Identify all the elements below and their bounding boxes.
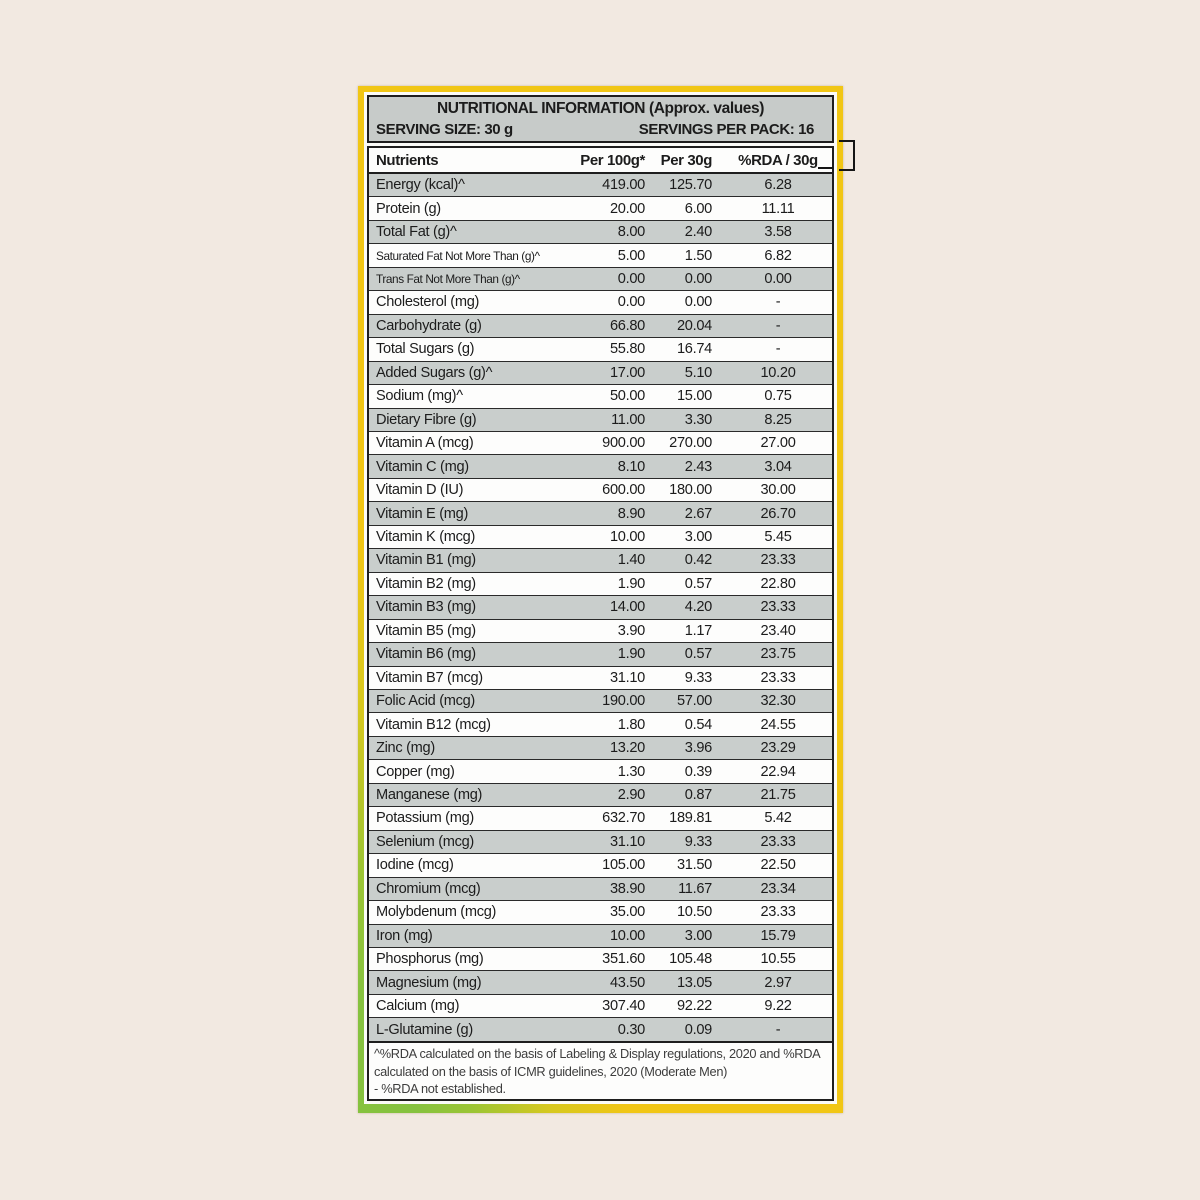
cell-nutrient: Vitamin B1 (mg): [376, 552, 476, 569]
cell-rda: 6.82: [764, 247, 792, 264]
serving-row: [369, 119, 832, 140]
cell-per-100g: 11.00: [611, 411, 645, 428]
cell-per-30g: 20.04: [676, 317, 712, 334]
cell-rda: 23.33: [760, 833, 796, 850]
cell-rda: 23.40: [760, 622, 796, 639]
table-row: [369, 431, 832, 454]
cell-per-100g: 0.00: [617, 271, 645, 288]
cell-per-30g: 3.30: [684, 411, 712, 428]
cell-nutrient: Iodine (mcg): [376, 857, 454, 874]
cell-per-30g: 2.67: [684, 505, 712, 522]
table-row: [369, 290, 832, 313]
cell-rda: 10.55: [760, 951, 796, 968]
table-row: [369, 454, 832, 477]
cell-per-100g: 1.40: [617, 552, 645, 569]
cell-per-100g: 190.00: [602, 693, 645, 710]
cell-per-100g: 31.10: [609, 833, 645, 850]
table-row: [369, 994, 832, 1017]
cell-nutrient: Vitamin K (mcg): [376, 529, 476, 546]
cell-rda: 23.33: [760, 552, 796, 569]
cell-per-30g: 3.00: [684, 529, 712, 546]
cell-per-30g: 9.33: [684, 669, 712, 686]
table-row: [369, 853, 832, 876]
cell-per-100g: 1.90: [617, 575, 645, 592]
table-row: [369, 337, 832, 360]
cell-nutrient: Total Fat (g)^: [376, 224, 457, 241]
cell-per-100g: 307.40: [602, 998, 645, 1015]
nutrition-label: [358, 86, 843, 1113]
cell-nutrient: Manganese (mg): [376, 787, 483, 803]
cell-per-30g: 0.09: [684, 1021, 712, 1038]
cell-per-30g: 0.57: [684, 646, 712, 663]
cell-nutrient: Total Sugars (g): [376, 341, 475, 358]
table-row: [369, 900, 832, 923]
table-row: [369, 572, 832, 595]
table-row: [369, 220, 832, 243]
cell-rda: 2.97: [764, 974, 792, 991]
cell-per-100g: 14.00: [609, 599, 645, 616]
column-header-per-30g: Per 30g: [660, 151, 712, 169]
label-header-block: [367, 95, 834, 143]
cell-rda: 22.94: [760, 763, 796, 780]
cell-rda: 27.00: [760, 435, 796, 452]
cell-rda: 3.58: [764, 224, 792, 241]
cell-rda: 8.25: [764, 411, 792, 428]
cell-per-30g: 9.33: [684, 833, 712, 850]
cell-nutrient: Vitamin A (mcg): [376, 435, 474, 452]
cell-per-100g: 1.30: [617, 763, 645, 780]
cell-per-100g: 1.90: [617, 646, 645, 663]
table-row: [369, 924, 832, 947]
cell-per-30g: 1.50: [684, 247, 712, 264]
column-header-per-100g: Per 100g*: [580, 151, 645, 169]
cell-nutrient: Potassium (mg): [376, 810, 474, 827]
cell-per-30g: 1.17: [684, 622, 712, 639]
cell-per-100g: 13.20: [609, 740, 645, 757]
table-row: [369, 783, 832, 806]
cell-per-100g: 419.00: [602, 177, 645, 194]
servings-per-pack-text: SERVINGS PER PACK: 16: [638, 121, 814, 138]
cell-per-100g: 0.30: [617, 1021, 645, 1038]
cell-rda: 23.75: [760, 646, 796, 663]
nutrition-title: NUTRITIONAL INFORMATION (Approx. values): [436, 100, 764, 117]
nutrition-table: [367, 146, 834, 1101]
table-row: [369, 174, 832, 196]
cell-per-100g: 17.00: [609, 364, 645, 381]
cell-per-30g: 0.39: [684, 763, 712, 780]
table-column-header: [369, 148, 832, 174]
cell-rda: 30.00: [760, 482, 796, 499]
cell-per-30g: 0.00: [684, 271, 712, 288]
footnote-line: - %RDA not established.: [374, 1081, 506, 1096]
cell-nutrient: Sodium (mg)^: [376, 388, 463, 405]
cell-per-30g: 92.22: [676, 998, 712, 1015]
cell-per-100g: 2.90: [617, 787, 645, 803]
cell-per-30g: 11.67: [678, 880, 712, 897]
cell-rda: -: [775, 341, 781, 358]
table-row: [369, 314, 832, 337]
cell-nutrient: Energy (kcal)^: [376, 177, 465, 194]
cell-per-30g: 2.43: [684, 458, 712, 475]
cell-per-30g: 5.10: [684, 364, 712, 381]
cell-per-30g: 57.00: [676, 693, 712, 710]
footnote-line: ^%RDA calculated on the basis of Labeling & Display regulations, 2020 and %RDA: [374, 1046, 821, 1061]
table-row: [369, 712, 832, 735]
cell-per-30g: 2.40: [684, 224, 712, 241]
cell-nutrient: Molybdenum (mcg): [376, 904, 497, 921]
rda-underline-mark: [818, 167, 833, 170]
cell-per-30g: 3.96: [684, 740, 712, 757]
column-header-nutrients: Nutrients: [376, 151, 439, 169]
cell-per-100g: 43.50: [609, 974, 645, 991]
column-header-rda: %RDA / 30g: [738, 151, 818, 169]
cell-rda: 0.75: [764, 388, 792, 405]
cell-per-30g: 16.74: [676, 341, 712, 358]
cell-nutrient: Phosphorus (mg): [376, 951, 484, 968]
cell-per-30g: 0.00: [684, 294, 712, 311]
table-row: [369, 384, 832, 407]
table-row: [369, 689, 832, 712]
cell-rda: 23.29: [760, 740, 796, 757]
table-row: [369, 806, 832, 829]
cell-per-100g: 38.90: [609, 880, 645, 897]
cell-nutrient: Protein (g): [376, 200, 441, 217]
table-row: [369, 478, 832, 501]
table-row: [369, 595, 832, 618]
cell-per-30g: 0.87: [684, 787, 712, 803]
cell-rda: 22.80: [760, 575, 796, 592]
cell-nutrient: Added Sugars (g)^: [376, 364, 493, 381]
cell-per-100g: 50.00: [609, 388, 645, 405]
cell-nutrient: Saturated Fat Not More Than (g)^: [376, 248, 540, 263]
cell-per-100g: 8.10: [617, 458, 645, 475]
cell-nutrient: Vitamin B2 (mg): [376, 575, 476, 592]
cell-rda: 0.00: [764, 271, 792, 288]
cell-nutrient: Dietary Fibre (g): [376, 411, 477, 428]
cell-rda: 6.28: [764, 177, 792, 194]
table-row: [369, 619, 832, 642]
cell-per-100g: 35.00: [609, 904, 645, 921]
cell-rda: -: [775, 317, 781, 334]
cell-rda: 10.20: [760, 364, 796, 381]
cell-rda: 9.22: [764, 998, 792, 1015]
table-row: [369, 196, 832, 219]
cell-rda: 26.70: [760, 505, 796, 522]
cell-rda: 15.79: [760, 927, 796, 944]
cell-per-30g: 189.81: [669, 810, 712, 827]
cell-rda: 5.42: [764, 810, 792, 827]
table-row: [369, 642, 832, 665]
table-row: [369, 877, 832, 900]
cell-per-100g: 3.90: [617, 622, 645, 639]
cell-per-30g: 0.54: [684, 716, 712, 733]
cell-nutrient: Vitamin E (mg): [376, 505, 469, 522]
table-row: [369, 525, 832, 548]
cell-nutrient: Zinc (mg): [376, 740, 435, 757]
cell-rda: 24.55: [760, 716, 796, 733]
table-row: [369, 830, 832, 853]
cell-nutrient: Iron (mg): [376, 927, 433, 944]
table-row: [369, 548, 832, 571]
cell-nutrient: Vitamin B5 (mg): [376, 622, 476, 639]
cell-rda: -: [775, 294, 781, 311]
cell-per-100g: 55.80: [609, 341, 645, 358]
cell-per-100g: 8.00: [617, 224, 645, 241]
cell-per-100g: 8.90: [617, 505, 645, 522]
table-row: [369, 267, 832, 290]
cell-rda: 23.33: [760, 599, 796, 616]
cell-nutrient: Selenium (mcg): [376, 833, 474, 850]
cell-rda: 23.33: [760, 904, 796, 921]
table-row: [369, 759, 832, 782]
cell-per-100g: 1.80: [617, 716, 645, 733]
cell-per-30g: 270.00: [669, 435, 712, 452]
table-row: [369, 501, 832, 524]
cell-rda: 32.30: [760, 693, 796, 710]
table-row: [369, 408, 832, 431]
cell-per-30g: 0.57: [684, 575, 712, 592]
cell-per-30g: 10.50: [676, 904, 712, 921]
cell-nutrient: Vitamin B7 (mcg): [376, 669, 483, 686]
cell-nutrient: Vitamin B6 (mg): [376, 646, 476, 663]
cell-rda: -: [775, 1021, 781, 1038]
cell-nutrient: Folic Acid (mcg): [376, 693, 475, 710]
cell-per-100g: 66.80: [609, 317, 645, 334]
table-row: [369, 1017, 832, 1040]
cell-nutrient: Cholesterol (mg): [376, 294, 480, 311]
cell-rda: 3.04: [764, 458, 792, 475]
cell-nutrient: Vitamin D (IU): [376, 482, 464, 499]
cell-per-100g: 5.00: [617, 247, 645, 264]
cell-per-100g: 351.60: [602, 951, 645, 968]
cell-rda: 11.11: [761, 200, 795, 217]
header-tab-mark: [839, 140, 855, 171]
cell-nutrient: Chromium (mcg): [376, 880, 481, 897]
cell-rda: 23.33: [760, 669, 796, 686]
cell-nutrient: Trans Fat Not More Than (g)^: [376, 272, 520, 287]
cell-rda: 23.34: [760, 880, 796, 897]
cell-nutrient: Calcium (mg): [376, 998, 460, 1015]
table-row: [369, 361, 832, 384]
table-row: [369, 947, 832, 970]
cell-rda: 21.75: [760, 787, 796, 803]
cell-per-100g: 10.00: [609, 927, 645, 944]
footnote-line: calculated on the basis of ICMR guidelines, 2020 (Moderate Men): [374, 1063, 728, 1079]
cell-nutrient: Vitamin B3 (mg): [376, 599, 476, 616]
cell-per-30g: 6.00: [684, 200, 712, 217]
cell-per-100g: 632.70: [602, 810, 645, 827]
table-row: [369, 736, 832, 759]
footnote-block: [369, 1041, 832, 1099]
cell-per-30g: 125.70: [669, 177, 712, 194]
cell-per-100g: 0.00: [617, 294, 645, 311]
cell-per-100g: 105.00: [602, 857, 645, 874]
cell-per-100g: 20.00: [609, 200, 645, 217]
cell-nutrient: Vitamin C (mg): [376, 458, 469, 475]
table-row: [369, 970, 832, 993]
cell-nutrient: Vitamin B12 (mcg): [376, 716, 491, 733]
cell-rda: 5.45: [764, 529, 792, 546]
table-rows: [369, 174, 832, 1041]
cell-rda: 22.50: [760, 857, 796, 874]
cell-per-100g: 900.00: [602, 435, 645, 452]
cell-per-30g: 0.42: [684, 552, 712, 569]
table-row: [369, 243, 832, 266]
cell-per-100g: 31.10: [609, 669, 645, 686]
cell-nutrient: Carbohydrate (g): [376, 317, 482, 334]
cell-per-30g: 31.50: [676, 857, 712, 874]
serving-size-text: SERVING SIZE: 30 g: [376, 121, 513, 138]
cell-per-30g: 13.05: [676, 974, 712, 991]
cell-per-30g: 180.00: [669, 482, 712, 499]
nutrition-label-inner: [364, 92, 837, 1104]
cell-per-30g: 3.00: [684, 927, 712, 944]
cell-per-30g: 4.20: [684, 599, 712, 616]
cell-per-100g: 10.00: [609, 529, 645, 546]
cell-per-100g: 600.00: [602, 482, 645, 499]
cell-nutrient: Copper (mg): [376, 763, 455, 780]
cell-per-30g: 15.00: [676, 388, 712, 405]
cell-nutrient: Magnesium (mg): [376, 974, 482, 991]
cell-nutrient: L-Glutamine (g): [376, 1021, 473, 1038]
table-row: [369, 666, 832, 689]
cell-per-30g: 105.48: [669, 951, 712, 968]
